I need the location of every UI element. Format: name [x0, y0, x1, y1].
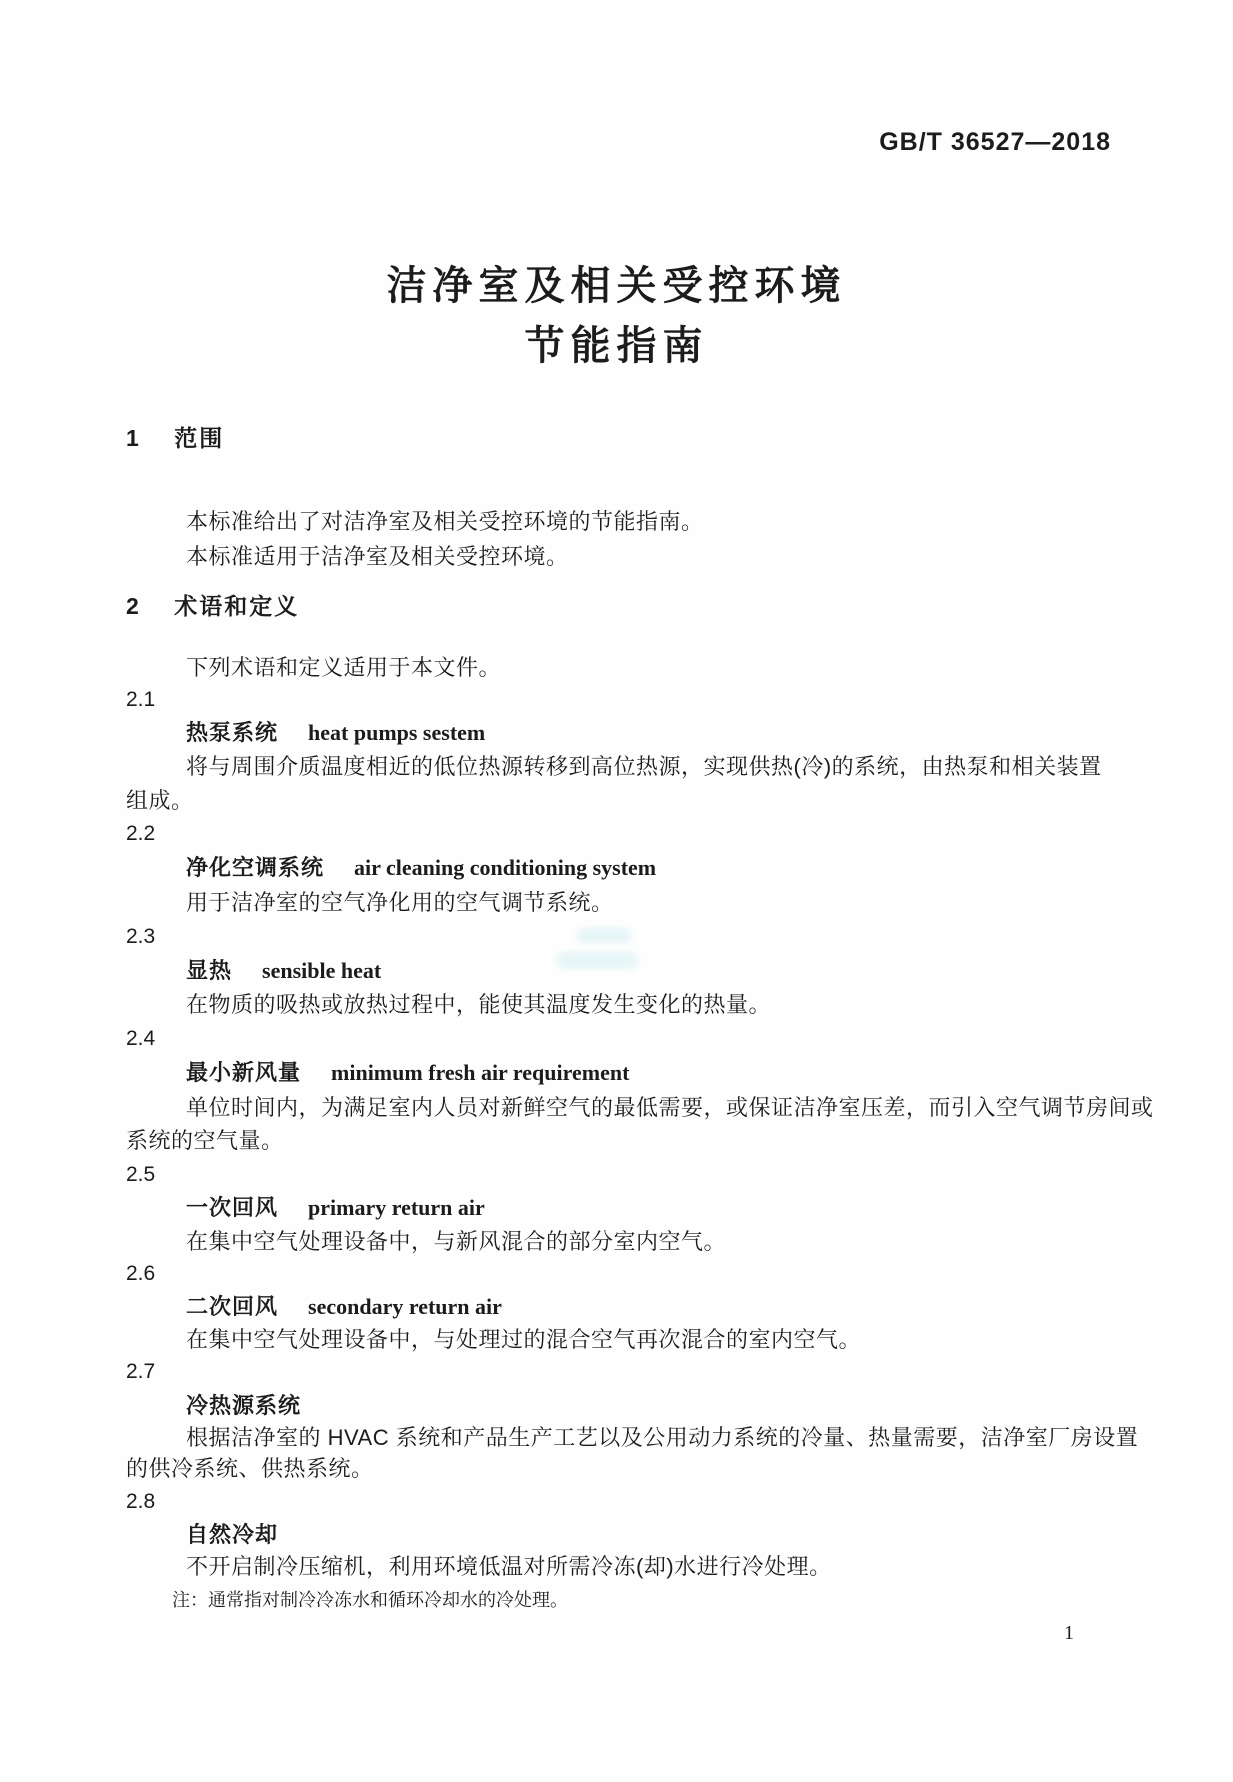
page-number: 1: [1064, 1622, 1074, 1644]
term-2-3-en: sensible heat: [262, 958, 382, 983]
term-2-4-cn: 最小新风量: [186, 1060, 302, 1085]
term-2-3-title: [186, 955, 381, 987]
term-2-5-title: [186, 1192, 485, 1224]
term-2-3-number: 2.3: [126, 925, 156, 948]
term-2-1-cn: 热泵系统: [186, 720, 279, 745]
section-2-heading: [126, 590, 299, 622]
term-2-5-number: 2.5: [126, 1163, 156, 1186]
term-2-8-title: [186, 1519, 278, 1551]
term-2-5-cn: 一次回风: [186, 1195, 279, 1220]
scope-paragraph-2: 本标准适用于洁净室及相关受控环境。: [186, 544, 569, 569]
scan-smudge-artifact: [576, 928, 632, 943]
term-2-3-cn: 显热: [186, 958, 233, 983]
term-2-4-number: 2.4: [126, 1027, 156, 1050]
scan-smudge-artifact: [556, 952, 638, 969]
term-2-7-definition-line2: 的供冷系统、供热系统。: [126, 1456, 374, 1481]
section-2-number: 2: [126, 593, 140, 619]
term-2-7-title: [186, 1390, 301, 1422]
term-2-4-definition-line1: 单位时间内，为满足室内人员对新鲜空气的最低需要，或保证洁净室压差，而引入空气调节房间或: [186, 1095, 1154, 1120]
term-2-7-cn: 冷热源系统: [186, 1393, 302, 1418]
scope-paragraph-1: 本标准给出了对洁净室及相关受控环境的节能指南。: [186, 509, 704, 534]
term-2-8-number: 2.8: [126, 1490, 156, 1513]
term-2-3-definition-line1: 在物质的吸热或放热过程中，能使其温度发生变化的热量。: [186, 992, 772, 1017]
term-2-2-number: 2.2: [126, 822, 156, 845]
term-2-6-definition-line1: 在集中空气处理设备中，与处理过的混合空气再次混合的室内空气。: [186, 1327, 862, 1352]
term-2-5-en: primary return air: [308, 1195, 485, 1220]
term-2-1-en: heat pumps sestem: [308, 720, 486, 745]
term-2-6-title: [186, 1291, 502, 1323]
term-2-1-definition-line2: 组成。: [126, 788, 194, 813]
term-2-1-number: 2.1: [126, 688, 156, 711]
term-2-2-title: [186, 852, 656, 884]
doc-title-line1: 洁净室及相关受控环境: [386, 264, 847, 308]
standard-code: GB/T 36527—2018: [879, 128, 1111, 156]
term-2-6-en: secondary return air: [308, 1294, 502, 1319]
term-2-6-cn: 二次回风: [186, 1294, 279, 1319]
term-2-2-cn: 净化空调系统: [186, 855, 325, 880]
term-2-8-cn: 自然冷却: [186, 1522, 279, 1547]
term-2-7-definition-line1: 根据洁净室的 HVAC 系统和产品生产工艺以及公用动力系统的冷量、热量需要，洁净室厂房设置: [186, 1425, 1139, 1450]
section-1-number: 1: [126, 425, 140, 451]
term-2-2-en: air cleaning conditioning system: [354, 855, 657, 880]
term-2-1-definition-line1: 将与周围介质温度相近的低位热源转移到高位热源，实现供热(冷)的系统，由热泵和相关装置: [186, 754, 1102, 779]
terms-intro: 下列术语和定义适用于本文件。: [186, 655, 502, 680]
term-2-5-definition-line1: 在集中空气处理设备中，与新风混合的部分室内空气。: [186, 1229, 727, 1254]
term-2-8-definition-line1: 不开启制冷压缩机，利用环境低温对所需冷冻(却)水进行冷处理。: [186, 1554, 832, 1579]
term-2-8-note: 注：通常指对制冷冷冻水和循环冷却水的冷处理。: [172, 1590, 568, 1610]
term-2-4-title: [186, 1057, 629, 1089]
term-2-7-number: 2.7: [126, 1360, 156, 1383]
term-2-6-number: 2.6: [126, 1262, 156, 1285]
term-2-2-definition-line1: 用于洁净室的空气净化用的空气调节系统。: [186, 890, 614, 915]
doc-title-line2: 节能指南: [524, 324, 709, 368]
term-2-4-en: minimum fresh air requirement: [331, 1060, 630, 1085]
section-1-title: 范围: [174, 425, 225, 451]
term-2-4-definition-line2: 系统的空气量。: [126, 1128, 284, 1153]
term-2-1-title: [186, 717, 485, 749]
section-2-title: 术语和定义: [174, 593, 300, 619]
section-1-heading: [126, 422, 224, 454]
